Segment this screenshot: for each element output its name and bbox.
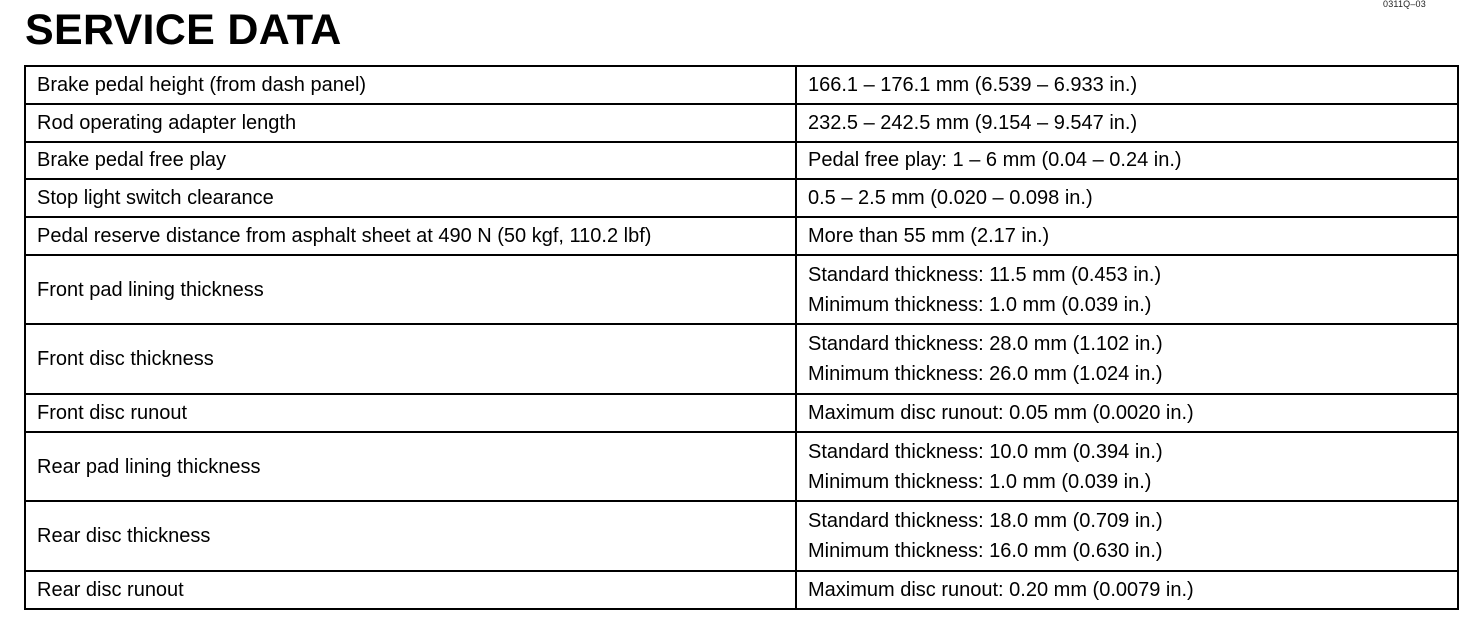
- spec-value-line: Standard thickness: 28.0 mm (1.102 in.): [808, 333, 1163, 356]
- spec-value-line: Maximum disc runout: 0.05 mm (0.0020 in.): [808, 401, 1194, 424]
- spec-item: Brake pedal free play: [25, 142, 796, 180]
- spec-item: Rear pad lining thickness: [25, 432, 796, 502]
- spec-item: Brake pedal height (from dash panel): [25, 66, 796, 104]
- spec-value-line: Minimum thickness: 1.0 mm (0.039 in.): [808, 470, 1152, 493]
- spec-item: Rear disc thickness: [25, 501, 796, 571]
- spec-item: Front disc runout: [25, 394, 796, 432]
- spec-value-line: Pedal free play: 1 – 6 mm (0.04 – 0.24 in.): [808, 149, 1182, 172]
- spec-value-line: Standard thickness: 10.0 mm (0.394 in.): [808, 440, 1163, 463]
- spec-value: [796, 432, 1458, 502]
- spec-value-line: Maximum disc runout: 0.20 mm (0.0079 in.): [808, 578, 1194, 601]
- table-row: [25, 394, 1458, 432]
- spec-item: Stop light switch clearance: [25, 179, 796, 217]
- spec-value-line: 232.5 – 242.5 mm (9.154 – 9.547 in.): [808, 111, 1138, 134]
- spec-value: [796, 104, 1458, 142]
- spec-value: [796, 66, 1458, 104]
- spec-value: [796, 142, 1458, 180]
- spec-item: Front disc thickness: [25, 324, 796, 394]
- spec-value: [796, 501, 1458, 571]
- spec-value: [796, 255, 1458, 325]
- spec-value: [796, 394, 1458, 432]
- spec-value-line: 166.1 – 176.1 mm (6.539 – 6.933 in.): [808, 73, 1138, 96]
- spec-value: [796, 571, 1458, 609]
- table-row: [25, 217, 1458, 255]
- spec-value-line: More than 55 mm (2.17 in.): [808, 225, 1050, 248]
- table-row: [25, 104, 1458, 142]
- document-code: 0311Q–03: [1383, 0, 1426, 9]
- spec-item: Rear disc runout: [25, 571, 796, 609]
- spec-value-line: 0.5 – 2.5 mm (0.020 – 0.098 in.): [808, 187, 1093, 210]
- spec-item: Rod operating adapter length: [25, 104, 796, 142]
- table-row: [25, 432, 1458, 502]
- spec-value: [796, 217, 1458, 255]
- page-title: SERVICE DATA: [25, 6, 342, 54]
- table-row: [25, 571, 1458, 609]
- table-row: [25, 501, 1458, 571]
- spec-value-line: Minimum thickness: 26.0 mm (1.024 in.): [808, 363, 1163, 386]
- table-row: [25, 142, 1458, 180]
- spec-value: [796, 324, 1458, 394]
- table-row: [25, 255, 1458, 325]
- spec-value-line: Standard thickness: 18.0 mm (0.709 in.): [808, 510, 1163, 533]
- spec-value-line: Minimum thickness: 1.0 mm (0.039 in.): [808, 293, 1152, 316]
- table-row: [25, 179, 1458, 217]
- table-row: [25, 324, 1458, 394]
- spec-value-line: Standard thickness: 11.5 mm (0.453 in.): [808, 263, 1162, 286]
- spec-item: Pedal reserve distance from asphalt sheet at 490 N (50 kgf, 110.2 lbf): [25, 217, 796, 255]
- spec-value: [796, 179, 1458, 217]
- spec-value-line: Minimum thickness: 16.0 mm (0.630 in.): [808, 540, 1163, 563]
- service-data-table: [24, 65, 1459, 610]
- spec-item: Front pad lining thickness: [25, 255, 796, 325]
- table-row: [25, 66, 1458, 104]
